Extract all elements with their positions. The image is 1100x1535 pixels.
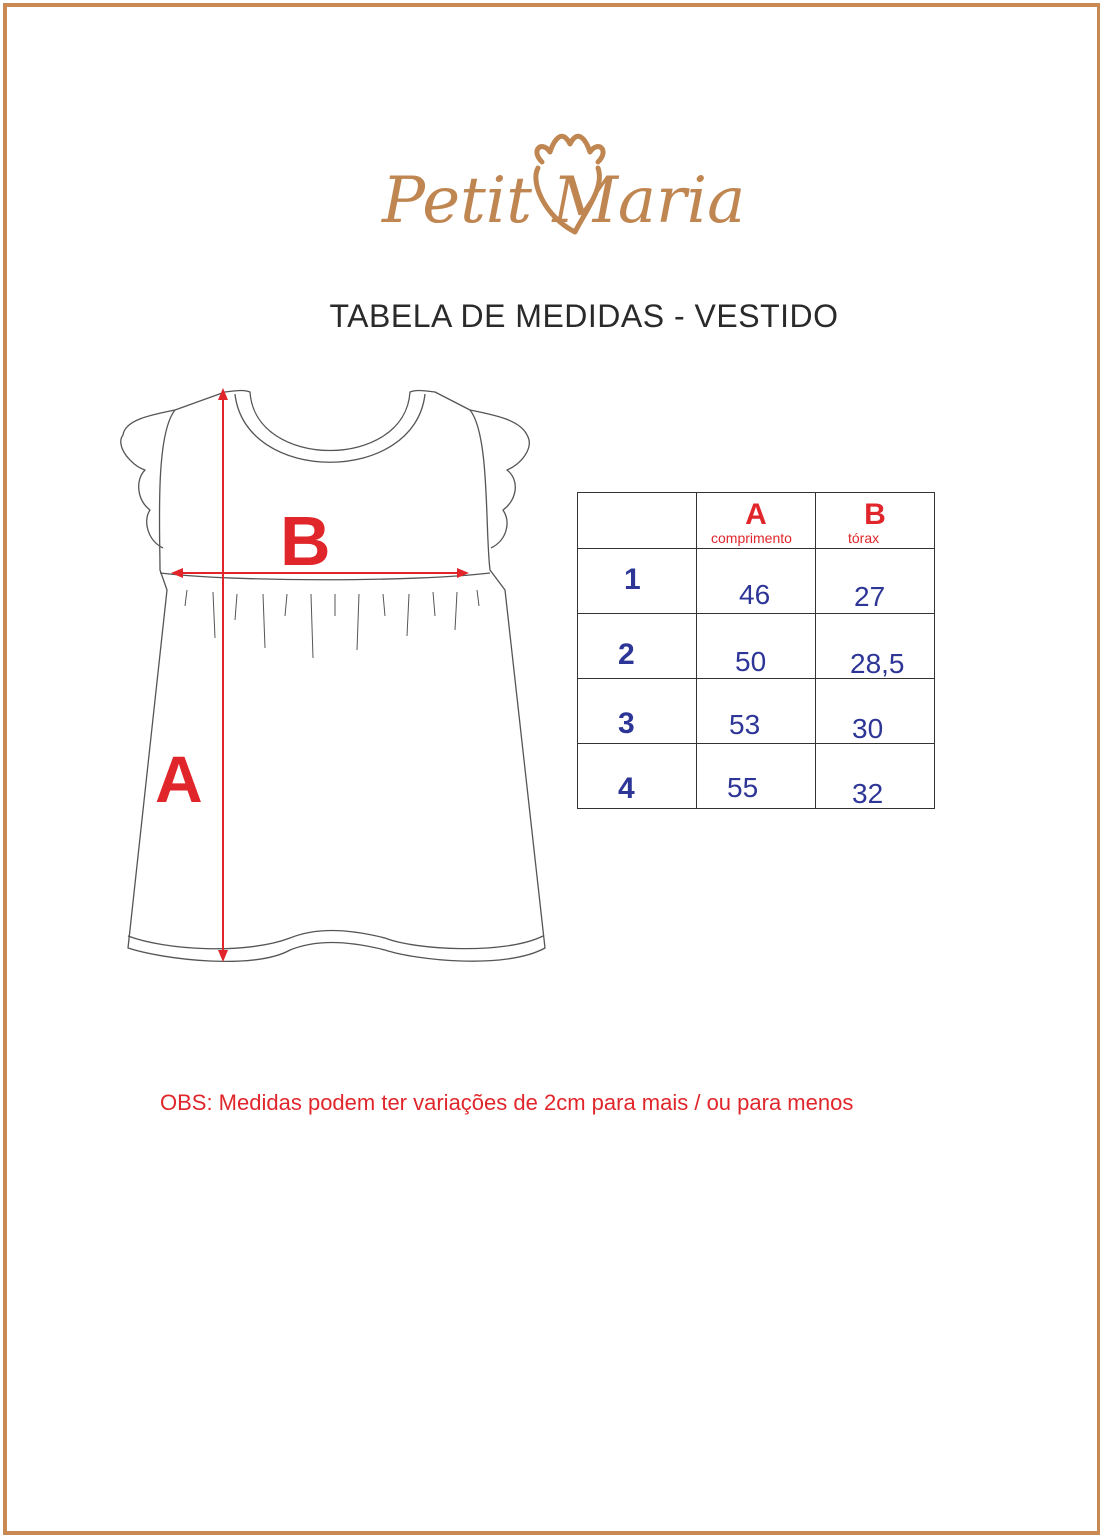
dress-outline bbox=[128, 391, 545, 962]
left-sleeve bbox=[121, 410, 175, 548]
length-cell bbox=[697, 614, 816, 679]
table-row bbox=[578, 679, 935, 744]
header-empty-cell bbox=[578, 493, 697, 549]
chest-value: 30 bbox=[852, 713, 884, 744]
header-a-cell bbox=[697, 493, 816, 549]
size-cell bbox=[578, 549, 697, 614]
brand-name: Petit Maria bbox=[382, 164, 746, 238]
size-cell bbox=[578, 744, 697, 809]
length-cell bbox=[697, 679, 816, 744]
size-label: 4 bbox=[618, 772, 635, 805]
dress-diagram bbox=[115, 380, 555, 980]
length-value: 53 bbox=[729, 709, 761, 740]
chest-value: 32 bbox=[852, 778, 884, 809]
length-arrow bbox=[218, 388, 228, 962]
header-b-cell bbox=[816, 493, 935, 549]
measurement-table bbox=[577, 492, 935, 809]
brand-logo bbox=[370, 122, 760, 242]
length-value: 50 bbox=[735, 646, 767, 677]
header-b-label: tórax bbox=[848, 529, 880, 546]
chest-cell bbox=[816, 549, 935, 614]
size-cell bbox=[578, 679, 697, 744]
header-b-letter: B bbox=[864, 497, 886, 531]
chest-cell bbox=[816, 679, 935, 744]
chest-value: 27 bbox=[854, 581, 886, 612]
label-b: B bbox=[280, 502, 331, 580]
chest-value: 28,5 bbox=[850, 648, 905, 679]
size-label: 1 bbox=[624, 563, 641, 596]
table-row bbox=[578, 614, 935, 679]
length-cell bbox=[697, 744, 816, 809]
length-value: 46 bbox=[739, 579, 771, 610]
length-cell bbox=[697, 549, 816, 614]
chest-cell bbox=[816, 614, 935, 679]
chest-cell bbox=[816, 744, 935, 809]
size-label: 3 bbox=[618, 707, 635, 740]
size-label: 2 bbox=[618, 638, 635, 671]
header-a-label: comprimento bbox=[711, 529, 792, 546]
length-value: 55 bbox=[727, 772, 759, 803]
table-row bbox=[578, 549, 935, 614]
header-a-letter: A bbox=[745, 497, 767, 531]
label-a: A bbox=[155, 742, 203, 816]
table-row bbox=[578, 744, 935, 809]
page-title: TABELA DE MEDIDAS - VESTIDO bbox=[329, 298, 839, 334]
skirt-gathers bbox=[185, 590, 479, 658]
size-cell bbox=[578, 614, 697, 679]
table-header-row bbox=[578, 493, 935, 549]
measurement-note: OBS: Medidas podem ter variações de 2cm para mais / ou para menos bbox=[160, 1090, 854, 1115]
